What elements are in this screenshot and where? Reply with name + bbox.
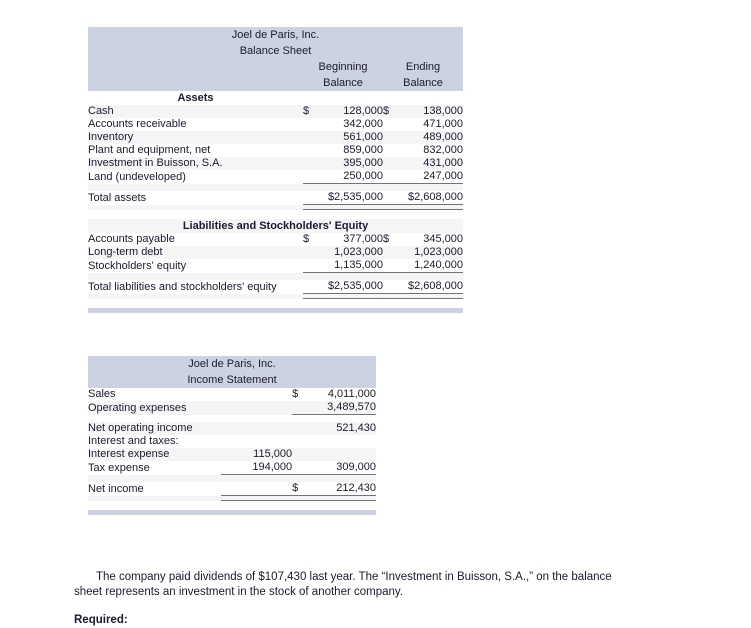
income-statement-bottom-gap <box>88 501 376 511</box>
total-assets-ending-value: $2,608,000 <box>407 191 464 203</box>
asset-beg-symbol-accounts-receivable <box>303 118 317 131</box>
balance-sheet-footer-bar <box>88 308 463 313</box>
liability-label-long-term-debt: Long-term debt <box>88 246 163 258</box>
asset-label-investment-buisson: Investment in Buisson, S.A. <box>88 157 223 169</box>
table-row <box>88 157 463 170</box>
table-row <box>88 461 376 475</box>
income-label-interest-expense: Interest expense <box>88 448 170 460</box>
income-symbol-operating-expenses <box>292 401 305 415</box>
total-liabilities-label: Total liabilities and stockholders' equity <box>88 280 277 293</box>
balance-sheet-column-head-line2 <box>88 75 463 91</box>
asset-end-value-inventory: 489,000 <box>423 131 464 143</box>
total-liabilities-ending-value: $2,608,000 <box>407 280 464 292</box>
liability-beg-value-stockholders-equity: 1,135,000 <box>334 259 383 271</box>
liability-end-symbol-accounts-payable: $ <box>383 233 390 245</box>
asset-beg-value-land-undeveloped: 250,000 <box>343 170 383 182</box>
asset-beg-symbol-land-undeveloped <box>303 170 317 184</box>
net-operating-income-row <box>88 422 376 435</box>
beginning-balance-header-line1: Beginning <box>318 61 368 73</box>
balance-sheet-title-row <box>88 27 463 43</box>
balance-sheet-statement-name: Balance Sheet <box>239 45 312 57</box>
table-row <box>88 170 463 184</box>
dividends-note-paragraph: The company paid dividends of $107,430 last year. The “Investment in Buisson, S.A.,” on the balance sheet represents an investment in the stock of another company. <box>74 570 612 598</box>
income-value-net-operating-income: 521,430 <box>336 422 376 434</box>
income-statement-subtitle-row <box>88 372 376 388</box>
income-statement-statement-name: Income Statement <box>187 374 277 386</box>
asset-label-cash: Cash <box>88 105 114 117</box>
liability-label-stockholders-equity: Stockholders' equity <box>88 259 187 272</box>
asset-beg-symbol-inventory <box>303 131 317 144</box>
table-row <box>88 105 463 118</box>
ending-balance-header-line2: Balance <box>403 77 443 89</box>
income-value-sales: 4,011,000 <box>327 388 376 400</box>
balance-sheet-subtitle-row <box>88 43 463 59</box>
liability-end-symbol-stockholders-equity <box>383 259 397 273</box>
income-label-interest-and-taxes: Interest and taxes: <box>88 435 179 447</box>
liability-beg-symbol-long-term-debt <box>303 246 317 259</box>
income-symbol-net-income: $ <box>292 482 299 494</box>
income-value-interest-expense: 115,000 <box>253 448 293 460</box>
beginning-balance-header-line2: Balance <box>323 77 363 89</box>
net-income-row <box>88 482 376 496</box>
asset-beg-value-investment-buisson: 395,000 <box>343 157 383 169</box>
asset-beg-value-accounts-receivable: 342,000 <box>343 118 383 130</box>
income-label-net-income: Net income <box>88 482 144 495</box>
asset-end-value-plant-and-equipment: 832,000 <box>423 144 464 156</box>
asset-end-value-land-undeveloped: 247,000 <box>423 170 464 182</box>
income-statement-footer-bar-row <box>88 510 376 515</box>
asset-label-inventory: Inventory <box>88 131 134 143</box>
income-label-sales: Sales <box>88 388 116 400</box>
liability-label-accounts-payable: Accounts payable <box>88 233 175 245</box>
income-symbol-sales: $ <box>292 388 299 400</box>
table-row <box>88 233 463 246</box>
table-row <box>88 144 463 157</box>
asset-end-symbol-investment-buisson <box>383 157 397 170</box>
net-income-rule-row <box>88 475 376 483</box>
table-row <box>88 131 463 144</box>
income-statement-company-name: Joel de Paris, Inc. <box>188 358 276 370</box>
asset-beg-symbol-investment-buisson <box>303 157 317 170</box>
balance-sheet-footer-bar-row <box>88 308 463 313</box>
asset-beg-symbol-cash: $ <box>303 105 310 117</box>
liability-beg-symbol-accounts-payable: $ <box>303 233 310 245</box>
asset-end-symbol-land-undeveloped <box>383 170 397 184</box>
income-value-tax-expense: 194,000 <box>252 461 293 473</box>
balance-sheet-bottom-gap <box>88 299 463 309</box>
total-liabilities-beginning-value: $2,535,000 <box>327 280 383 292</box>
asset-label-land-undeveloped: Land (undeveloped) <box>88 170 186 183</box>
income-statement-table <box>88 356 376 515</box>
asset-end-symbol-accounts-receivable <box>383 118 397 131</box>
total-assets-row <box>88 191 463 205</box>
liability-beg-symbol-stockholders-equity <box>303 259 317 273</box>
income-value-operating-expenses: 3,489,570 <box>327 401 376 413</box>
table-row <box>88 118 463 131</box>
net-operating-income-rule-row <box>88 415 376 423</box>
balance-sheet-company-name: Joel de Paris, Inc. <box>231 29 320 41</box>
asset-end-symbol-plant-and-equipment <box>383 144 397 157</box>
table-row <box>88 388 376 401</box>
interest-and-taxes-heading-row <box>88 435 376 448</box>
liability-end-value-stockholders-equity: 1,240,000 <box>414 259 464 271</box>
asset-end-symbol-inventory <box>383 131 397 144</box>
asset-label-accounts-receivable: Accounts receivable <box>88 118 187 130</box>
table-row <box>88 448 376 461</box>
asset-end-value-accounts-receivable: 471,000 <box>423 118 464 130</box>
asset-beg-value-cash: 128,000 <box>343 105 383 117</box>
balance-sheet-table <box>88 27 463 313</box>
liability-end-symbol-long-term-debt <box>383 246 397 259</box>
balance-sheet-column-head-line1 <box>88 59 463 75</box>
liability-beg-value-accounts-payable: 377,000 <box>343 233 383 245</box>
required-label: Required: <box>74 614 128 626</box>
table-row <box>88 246 463 259</box>
assets-section-heading-row <box>88 91 463 105</box>
income-symbol-net-operating-income <box>292 422 305 435</box>
liability-end-value-long-term-debt: 1,023,000 <box>414 246 464 258</box>
income-statement-footer-bar <box>88 510 376 515</box>
liability-beg-value-long-term-debt: 1,023,000 <box>334 246 383 258</box>
asset-end-value-cash: 138,000 <box>423 105 464 117</box>
liabilities-heading: Liabilities and Stockholders' Equity <box>182 220 369 232</box>
liabilities-section-heading-row <box>88 219 463 233</box>
income-statement-title-row <box>88 356 376 372</box>
income-value-net-income: 212,430 <box>336 482 376 494</box>
asset-beg-value-plant-and-equipment: 859,000 <box>343 144 383 156</box>
total-assets-beginning-value: $2,535,000 <box>327 191 383 203</box>
total-liabilities-row <box>88 280 463 294</box>
asset-beg-symbol-plant-and-equipment <box>303 144 317 157</box>
income-label-tax-expense: Tax expense <box>88 461 150 474</box>
liabilities-subtotal-rule-row <box>88 273 463 281</box>
liability-end-value-accounts-payable: 345,000 <box>423 233 464 245</box>
section-gap <box>88 210 463 220</box>
asset-label-plant-and-equipment: Plant and equipment, net <box>88 144 211 156</box>
income-value-interest-and-taxes-total: 309,000 <box>336 461 376 473</box>
table-row <box>88 401 376 415</box>
asset-beg-value-inventory: 561,000 <box>343 131 383 143</box>
ending-balance-header-line1: Ending <box>405 61 441 73</box>
asset-end-value-investment-buisson: 431,000 <box>423 157 464 169</box>
asset-end-symbol-cash: $ <box>383 105 390 117</box>
assets-subtotal-rule-row <box>88 184 463 192</box>
income-label-operating-expenses: Operating expenses <box>88 401 187 414</box>
income-label-net-operating-income: Net operating income <box>88 422 193 434</box>
assets-heading: Assets <box>177 92 214 104</box>
total-assets-label: Total assets <box>88 191 147 204</box>
table-row <box>88 259 463 273</box>
